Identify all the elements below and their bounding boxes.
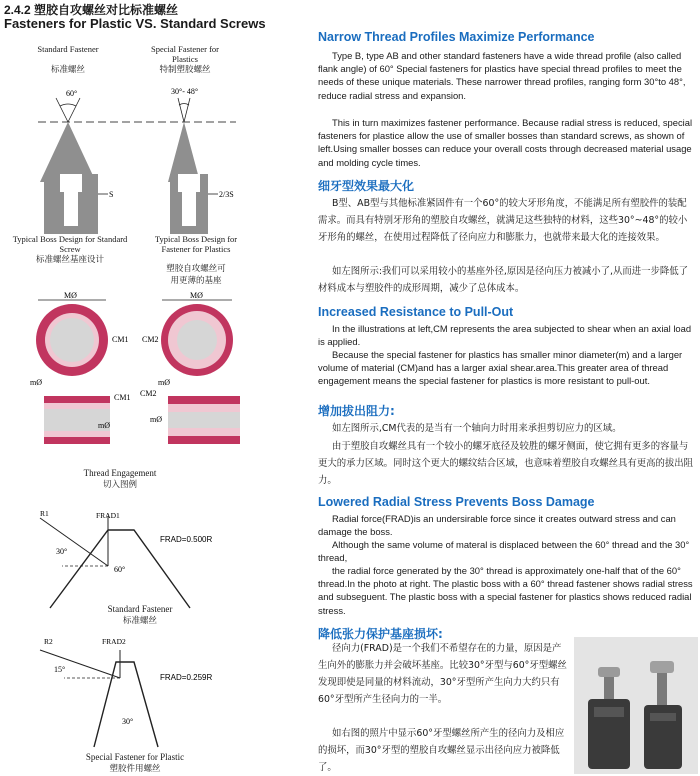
para-radial-cn-2: 如右图的照片中显示60°牙型螺丝所产生的径向力及相应的损坏，而30°牙型的塑胶自攻螺丝显示出径向应力被降低了。 (318, 728, 565, 773)
standard-fastener-label: Standard Fastener (37, 44, 99, 54)
para-radial-3: the radial force generated by the 30° thread is approximately one-half that of the 60° thread.In the photo at right. The plastic boss with a 60° thread fastener shows radial stress and subseguent. The plastic boss with a special fastener for plastics shows reduced radial stress. (318, 565, 693, 616)
thread-engagement-label: Thread Engagement (83, 468, 157, 478)
standard-boss-hole (64, 174, 78, 226)
cm2-label-2: CM2 (140, 389, 157, 398)
std-fastener-bottom-label: Standard Fastener (107, 604, 173, 614)
heading-narrow-thread: Narrow Thread Profiles Maximize Performance (318, 30, 595, 44)
boss-design-figure (0, 170, 240, 240)
section-title: Fasteners for Plastic VS. Standard Screws (4, 16, 266, 31)
heading-pullout-cn: 增加拔出阻力: (318, 404, 395, 418)
angle-line-right (68, 98, 80, 122)
angle-line-left (56, 98, 68, 122)
m-dia-label-1: MØ (64, 291, 77, 300)
boss-standard-label: Typical Boss Design for Standard Screw (12, 234, 128, 254)
deg60-label: 60° (114, 565, 126, 574)
spec-fastener-bottom-label: Special Fastener for Plastic (85, 752, 185, 762)
std-fastener-bottom-cn: 标准螺丝 (122, 616, 157, 626)
para-pullout-cn-2: 由于塑胶自攻螺丝具有一个较小的螺牙底径及较胜的螺牙侧面，使它拥有更多的容量与更大的承力区域。同时这个更大的螺纹结合区域，也意味着塑胶自攻螺丝具有更高的拔出阻力。 (318, 441, 694, 486)
cm1-label-2: CM1 (114, 393, 131, 402)
para-pullout-cn-1: 如左图所示,CM代表的是当有一个轴向力时用来承担剪切应力的区域。 (332, 423, 622, 434)
para-narrow-cn-2: 如左图所示:我们可以采用较小的基座外径,原因是径向压力被减小了,从而进一步降低了材料成本与塑胶件的成形周期，减少了总体成本。 (318, 266, 688, 294)
cm1-label: CM1 (112, 335, 129, 344)
special-fastener-label: Special Fastener for Plastics (151, 44, 219, 64)
heading-narrow-cn: 细牙型效果最大化 (318, 179, 415, 193)
para-narrow-2: This in turn maximizes fastener performance. Because radial stress is reduced, special fasteners for plastice allow the use of smaller bosses than standard screws, as shown of left.Using smaller bosses can reduce your overall costs through decreased material usage and molding cycle times. (318, 117, 693, 168)
cm2-label: CM2 (142, 335, 159, 344)
para-radial-2: Although the same volume of materal is displaced between the 60° thread and the 30° thread, (318, 539, 690, 564)
heading-radial: Lowered Radial Stress Prevents Boss Damage (318, 495, 595, 509)
para-pullout-2: Because the special fastener for plastics has smaller minor diameter(m) and a larger volume of material (CM)and has a larger axial shear.area.This greater area of thread engagement means the special fastener for plastics is more resistant to pull-out. (318, 349, 683, 387)
m-small-label-4: mØ (150, 415, 162, 424)
thread-profile-special (94, 662, 158, 747)
angle-line-left-2 (178, 98, 184, 122)
deg15-label: 15° (54, 665, 66, 674)
s-label: S (109, 190, 114, 199)
heading-pullout: Increased Resistance to Pull-Out (318, 305, 514, 319)
para-narrow-cn-1: B型、AB型与其他标准紧固件有一个60°的较大牙形角度，不能满足所有塑胶件的装配需求。而具有特别牙形角的塑胶自攻螺丝，就满足这些独特的材料，这些30°~48°的较小牙形角的螺丝，在使用过程降低了径向应力和膨胀力，也就带来最大化的连接效果。 (318, 198, 688, 243)
special-boss-hole (182, 174, 196, 226)
para-radial-cn-1: 径向力(FRAD)是一个我们不希望存在的力量，原因是产生向外的膨胀力并会破坏基座。比较30°牙型与60°牙型螺丝发现即使是同量的材料流动，30°牙型所产生向力大约只有60°牙型所产生径向力的一半。 (318, 643, 567, 705)
radial-force-special-diagram (10, 632, 250, 757)
deg30-label: 30° (56, 547, 68, 556)
para-pullout-1: In the illustrations at left,CM represents the area subjected to shear when an axial load is applied. (318, 323, 692, 348)
angle-30-48-label: 30°- 48° (171, 87, 199, 96)
s23-label: 2/3S (219, 190, 234, 199)
m-small-label-2: mØ (158, 378, 170, 387)
deg30-label-2: 30° (122, 717, 134, 726)
spec-fastener-bottom-cn: 塑胶件用螺丝 (109, 764, 161, 774)
thread-engagement-cn: 切入图例 (102, 480, 137, 490)
para-narrow-1: Type B, type AB and other standard fasteners have a wide thread profile (also called flank angle) of 60° Special fasteners for plastics have special thread profiles to meet the needs of these unique materials. These narrower thread profiles, ranging form 30°to 48°, reduce radial stress and expansion. (318, 50, 686, 101)
heading-radial-cn: 降低张力保护基座损坏: (318, 627, 443, 641)
boss-special-cn2: 用更薄的基座 (170, 276, 222, 286)
angle-60-label: 60° (66, 89, 78, 98)
frad1-label: FRAD1 (96, 511, 120, 520)
special-fastener-cn: 特制塑胶螺丝 (159, 65, 211, 75)
section-number-title: 2.4.2 塑胶自攻螺丝对比标准螺丝 (4, 3, 179, 17)
m-small-label-1: mØ (30, 378, 42, 387)
frad-std-label: FRAD=0.500R (160, 535, 213, 544)
frad2-label: FRAD2 (102, 637, 126, 646)
r2-label: R2 (44, 637, 53, 646)
boss-standard-cn: 标准螺丝基座设计 (35, 255, 104, 265)
standard-fastener-cn: 标准螺丝 (50, 65, 85, 75)
thread-engagement-figure (0, 290, 250, 460)
angle-line-right-2 (184, 98, 190, 122)
para-radial-1: Radial force(FRAD)is an undersirable force since it creates outward stress and can damage the boss. (318, 513, 676, 538)
frad-spec-label: FRAD=0.259R (160, 673, 213, 682)
r1-label: R1 (40, 510, 49, 518)
angle-arc-2 (179, 104, 189, 106)
m-dia-label-2: MØ (190, 291, 203, 300)
boss-special-cn1: 塑胶自攻螺丝可 (166, 264, 226, 274)
m-small-label-3: mØ (98, 421, 110, 430)
angle-arc (60, 104, 76, 106)
boss-damage-photo (574, 637, 698, 774)
boss-special-label: Typical Boss Design for Fastener for Plastics (154, 234, 238, 254)
